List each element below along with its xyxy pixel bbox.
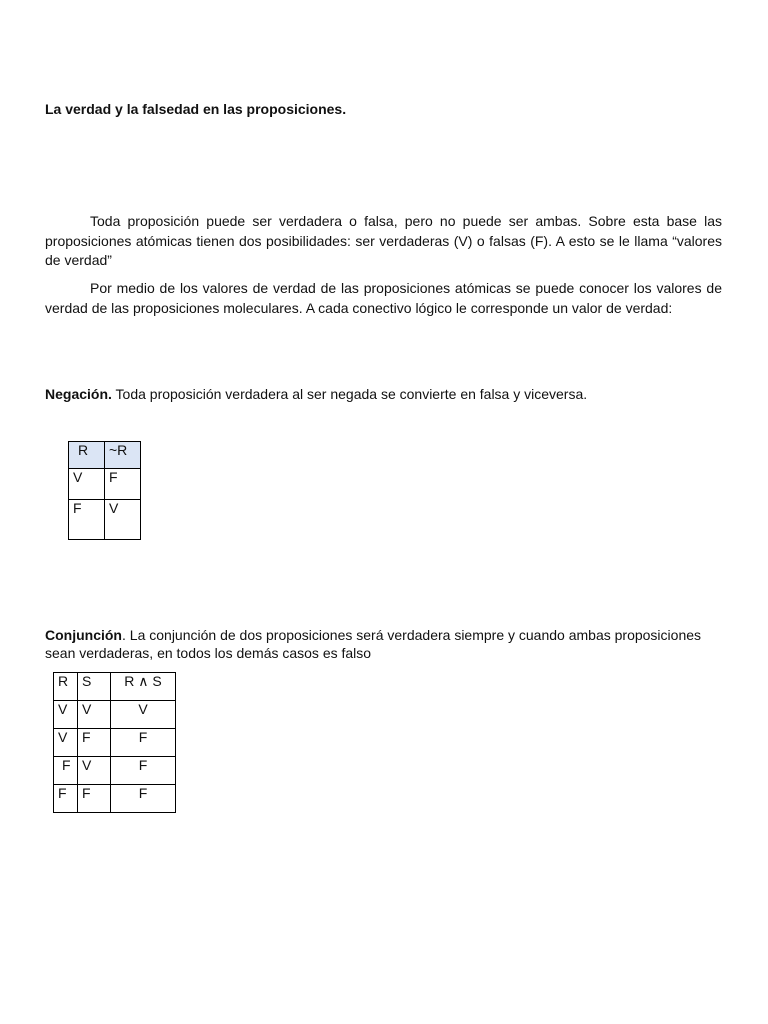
conjunction-definition bbox=[45, 626, 725, 662]
table-row bbox=[54, 701, 176, 729]
negation-text: Toda proposición verdadera al ser negada se convierte en falsa y viceversa. bbox=[111, 386, 588, 402]
table-cell: F bbox=[54, 785, 78, 813]
table-row bbox=[69, 500, 141, 540]
document-title: La verdad y la falsedad en las proposiciones. bbox=[45, 101, 347, 117]
table-cell: F bbox=[111, 729, 176, 757]
table-cell: V bbox=[105, 500, 141, 540]
table-row bbox=[69, 469, 141, 500]
table-row bbox=[54, 785, 176, 813]
table-cell: V bbox=[69, 469, 105, 500]
header-cell: S bbox=[78, 673, 111, 701]
table-row bbox=[54, 757, 176, 785]
table-cell: V bbox=[54, 701, 78, 729]
table-cell: F bbox=[54, 757, 78, 785]
conjunction-term: Conjunción bbox=[45, 627, 122, 643]
header-cell: R bbox=[69, 442, 105, 469]
table-header-row bbox=[54, 673, 176, 701]
table-cell: F bbox=[111, 785, 176, 813]
conjunction-text: . La conjunción de dos proposiciones será verdadera siempre y cuando ambas proposiciones sean verdaderas, en todos los demás casos es falso bbox=[45, 627, 702, 661]
negation-definition bbox=[45, 385, 587, 403]
conjunction-truth-table bbox=[53, 672, 176, 813]
header-cell: R bbox=[54, 673, 78, 701]
negation-term: Negación. bbox=[45, 386, 112, 402]
table-cell: V bbox=[54, 729, 78, 757]
table-cell: V bbox=[78, 757, 111, 785]
negation-truth-table bbox=[68, 441, 141, 540]
intro-paragraph: Toda proposición puede ser verdadera o falsa, pero no puede ser ambas. Sobre esta base las proposiciones atómicas tienen dos posibilidades: ser verdaderas (V) o falsas (F). A esto se le llama “valores de verdad” bbox=[45, 213, 722, 268]
connectives-paragraph: Por medio de los valores de verdad de las proposiciones atómicas se puede conocer los valores de verdad de las proposiciones moleculares. A cada conectivo lógico le corresponde un valor de verdad: bbox=[45, 280, 722, 316]
table-row bbox=[54, 729, 176, 757]
table-cell: V bbox=[78, 701, 111, 729]
table-cell: F bbox=[78, 785, 111, 813]
header-cell: R ∧ S bbox=[111, 673, 176, 701]
table-cell: F bbox=[105, 469, 141, 500]
header-cell: ~R bbox=[105, 442, 141, 469]
table-cell: V bbox=[111, 701, 176, 729]
table-cell: F bbox=[111, 757, 176, 785]
table-header-row bbox=[69, 442, 141, 469]
table-cell: F bbox=[69, 500, 105, 540]
table-cell: F bbox=[78, 729, 111, 757]
